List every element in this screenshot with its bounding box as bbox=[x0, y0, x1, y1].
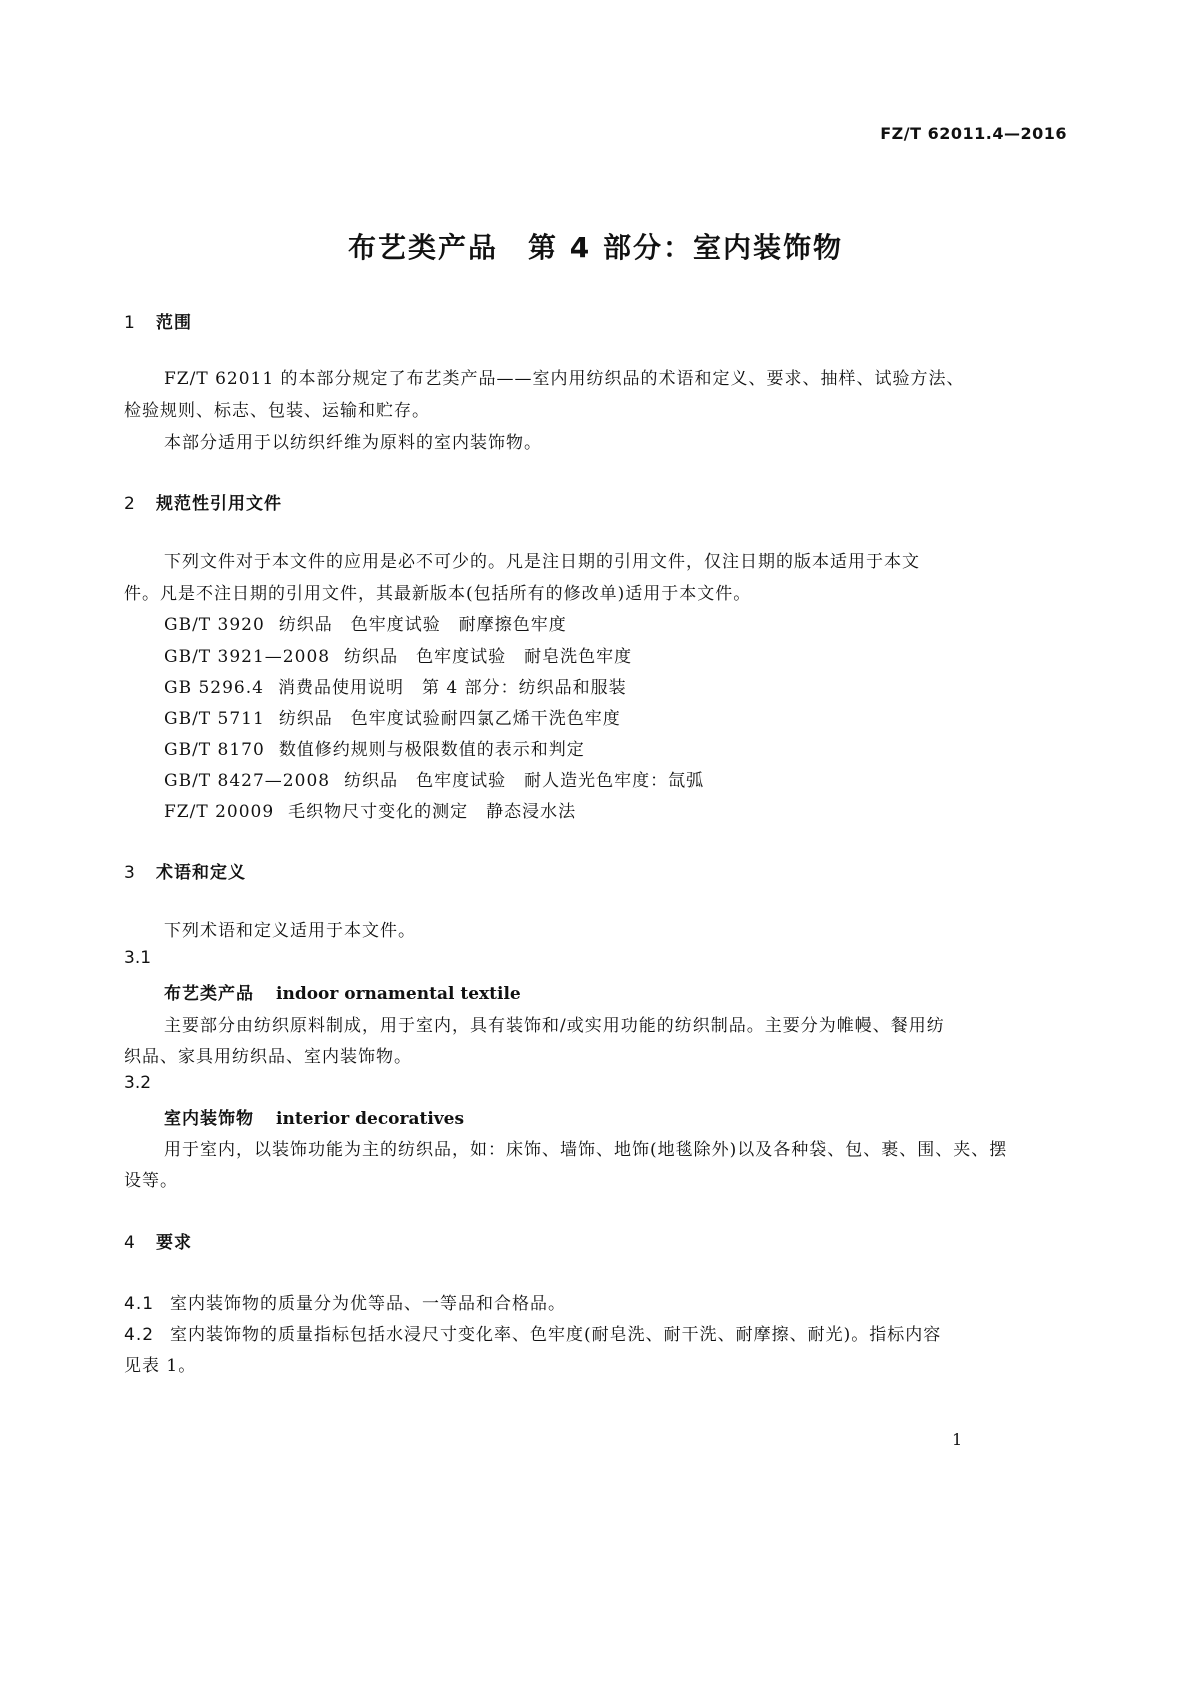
section-1-heading bbox=[124, 308, 192, 333]
term-number: 3.2 bbox=[124, 1073, 152, 1093]
term-definition-line-1: 主要部分由纺织原料制成，用于室内，具有装饰和/或实用功能的纺织制品。主要分为帷幔、餐用纺 bbox=[164, 1016, 945, 1036]
section-number: 2 bbox=[124, 494, 136, 514]
term-definition-line-2: 织品、家具用纺织品、室内装饰物。 bbox=[124, 1047, 412, 1067]
scope-paragraph-line-2: 检验规则、标志、包装、运输和贮存。 bbox=[124, 401, 430, 421]
reference-item bbox=[164, 766, 704, 791]
term-chinese: 室内装饰物 bbox=[164, 1109, 254, 1129]
section-title: 术语和定义 bbox=[156, 863, 246, 883]
references-intro-line-2: 件。凡是不注日期的引用文件，其最新版本(包括所有的修改单)适用于本文件。 bbox=[124, 584, 752, 604]
requirement-number: 4.2 bbox=[124, 1325, 155, 1345]
reference-item bbox=[164, 797, 576, 822]
term-english: indoor ornamental textile bbox=[276, 984, 521, 1004]
page-number: 1 bbox=[952, 1430, 963, 1449]
term-heading bbox=[164, 979, 521, 1004]
section-3-heading bbox=[124, 858, 246, 883]
section-2-heading bbox=[124, 489, 282, 514]
scope-paragraph-2: 本部分适用于以纺织纤维为原料的室内装饰物。 bbox=[164, 433, 542, 453]
section-title: 要求 bbox=[156, 1233, 192, 1253]
term-number: 3.1 bbox=[124, 948, 152, 968]
reference-item bbox=[164, 704, 621, 729]
reference-title: 消费品使用说明 第 4 部分：纺织品和服装 bbox=[277, 678, 627, 698]
section-title: 规范性引用文件 bbox=[156, 494, 282, 514]
requirement-item bbox=[124, 1289, 566, 1314]
terms-intro: 下列术语和定义适用于本文件。 bbox=[164, 921, 416, 941]
reference-item bbox=[164, 735, 585, 760]
reference-title: 纺织品 色牢度试验 耐人造光色牢度：氙弧 bbox=[344, 771, 705, 791]
term-english: interior decoratives bbox=[276, 1109, 465, 1129]
section-number: 3 bbox=[124, 863, 136, 883]
reference-code: FZ/T 20009 bbox=[164, 802, 275, 822]
reference-item bbox=[164, 673, 627, 698]
requirement-number: 4.1 bbox=[124, 1294, 155, 1314]
references-intro-line-1: 下列文件对于本文件的应用是必不可少的。凡是注日期的引用文件，仅注日期的版本适用于本文 bbox=[164, 552, 920, 572]
reference-code: GB/T 3920 bbox=[164, 615, 265, 635]
section-number: 1 bbox=[124, 313, 136, 333]
document-code: FZ/T 62011.4—2016 bbox=[880, 124, 1067, 143]
reference-code: GB 5296.4 bbox=[164, 678, 264, 698]
section-4-heading bbox=[124, 1228, 192, 1253]
reference-title: 纺织品 色牢度试验耐四氯乙烯干洗色牢度 bbox=[278, 709, 621, 729]
document-title: 布艺类产品 第 4 部分：室内装饰物 bbox=[348, 231, 843, 264]
section-number: 4 bbox=[124, 1233, 136, 1253]
section-title: 范围 bbox=[156, 313, 192, 333]
reference-title: 数值修约规则与极限数值的表示和判定 bbox=[278, 740, 585, 760]
reference-title: 毛织物尺寸变化的测定 静态浸水法 bbox=[288, 802, 577, 822]
term-chinese: 布艺类产品 bbox=[164, 984, 254, 1004]
reference-code: GB/T 5711 bbox=[164, 709, 265, 729]
requirement-item bbox=[124, 1320, 941, 1345]
requirement-text: 室内装饰物的质量分为优等品、一等品和合格品。 bbox=[170, 1294, 566, 1314]
requirement-continuation: 见表 1。 bbox=[124, 1356, 197, 1376]
term-definition-line-1: 用于室内，以装饰功能为主的纺织品，如：床饰、墙饰、地饰(地毯除外)以及各种袋、包、裹、围、夹、摆 bbox=[164, 1140, 1008, 1160]
requirement-text: 室内装饰物的质量指标包括水浸尺寸变化率、色牢度(耐皂洗、耐干洗、耐摩擦、耐光)。指标内容 bbox=[170, 1325, 942, 1345]
reference-code: GB/T 3921—2008 bbox=[164, 647, 331, 667]
reference-title: 纺织品 色牢度试验 耐皂洗色牢度 bbox=[344, 647, 633, 667]
scope-paragraph-line-1: FZ/T 62011 的本部分规定了布艺类产品——室内用纺织品的术语和定义、要求、抽样、试验方法、 bbox=[164, 369, 965, 389]
term-heading bbox=[164, 1104, 464, 1129]
reference-code: GB/T 8170 bbox=[164, 740, 265, 760]
reference-code: GB/T 8427—2008 bbox=[164, 771, 331, 791]
reference-item bbox=[164, 642, 632, 667]
term-definition-line-2: 设等。 bbox=[124, 1171, 178, 1191]
reference-title: 纺织品 色牢度试验 耐摩擦色牢度 bbox=[278, 615, 567, 635]
reference-item bbox=[164, 610, 567, 635]
